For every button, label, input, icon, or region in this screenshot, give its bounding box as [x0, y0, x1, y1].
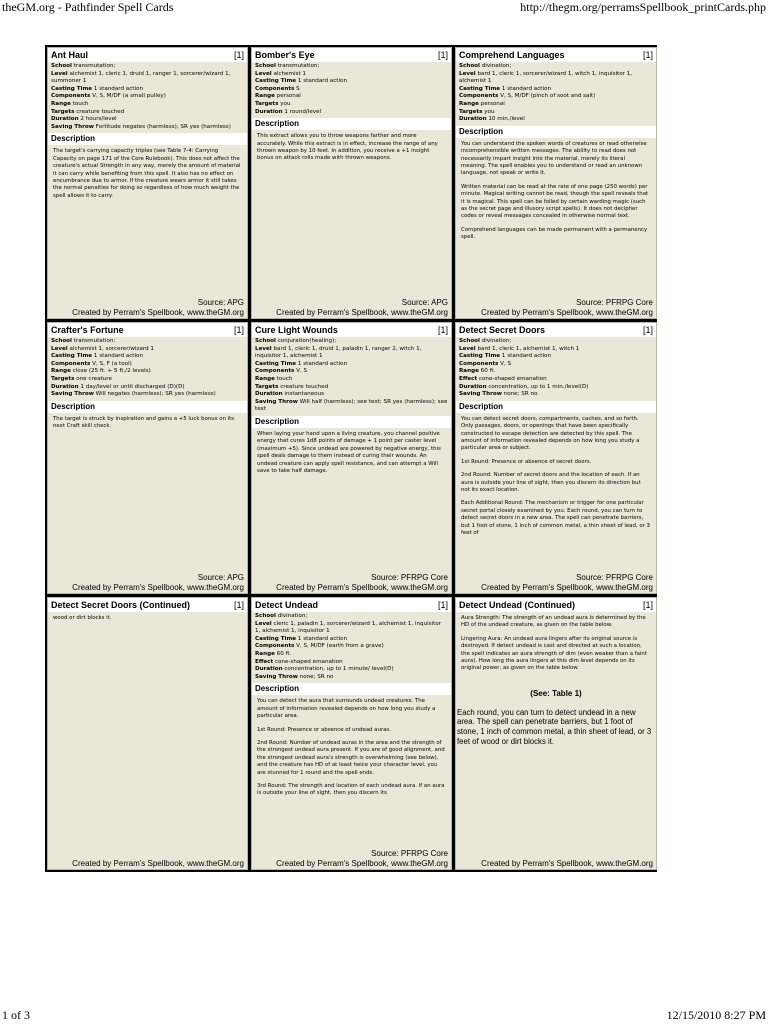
stat-key: Components	[459, 360, 499, 367]
description-paragraph: 2nd Round: Number of undead auras in the area and the strength of the strongest undead aura present. If you are of good alignment, and the strongest undead aura's strength is overwhelming (see below), and the creature has HD of at least twice your character level, you are stunned for 1 round and the spell ends.	[257, 739, 445, 776]
stat-key: Targets	[255, 383, 279, 390]
card-credit: Created by Perram's Spellbook, www.theGM.org	[276, 583, 448, 592]
stat-value: S	[296, 85, 300, 92]
stat-value: concentration, up to 1 min./level(D)	[488, 383, 589, 390]
spell-card	[455, 47, 657, 319]
card-source: Source: PFRPG Core	[371, 573, 448, 582]
stat-key: Casting Time	[255, 78, 297, 85]
stat-value: touch	[72, 100, 89, 107]
card-credit: Created by Perram's Spellbook, www.theGM.org	[276, 308, 448, 317]
description-paragraph: The target's carrying capacity triples (see Table 7-4: Carrying Capacity on page 171 of the Core Rulebook). This does not affect the creature's actual Strength in any way, merely the amount of material it can carry while benefiting from this spell. It also has no effect on encumbrance due to armor. If the creature wears armor it still takes the normal penalties for doing so regardless of how much weight the spell allows it to carry.	[53, 148, 241, 199]
stat-value: V, S, F (a tool)	[92, 360, 132, 367]
card-credit: Created by Perram's Spellbook, www.theGM.org	[72, 859, 244, 868]
card-stats	[252, 337, 451, 414]
stat-line	[51, 116, 244, 124]
stat-key: Casting Time	[255, 635, 297, 642]
stat-key: Duration	[459, 116, 487, 123]
stat-line	[255, 361, 448, 369]
description-label: Description	[252, 416, 451, 428]
card-description	[456, 413, 656, 538]
card-description	[252, 428, 451, 475]
card-credit: Created by Perram's Spellbook, www.theGM.org	[481, 583, 653, 592]
card-description	[48, 413, 247, 431]
stat-line	[459, 109, 653, 117]
card-level-tag: [1]	[233, 325, 244, 335]
stat-value: 1 day/level or until discharged (D)(D)	[80, 383, 185, 390]
stat-line	[51, 384, 244, 392]
stat-line	[255, 86, 448, 94]
stat-key: Duration	[51, 383, 79, 390]
description-label: Description	[252, 118, 451, 130]
card-level-tag: [1]	[642, 325, 653, 335]
stat-line	[255, 399, 448, 414]
stat-line	[255, 346, 448, 361]
card-header	[252, 323, 451, 337]
stat-key: Components	[51, 360, 91, 367]
stat-key: Duration	[255, 108, 283, 115]
stat-key: School	[51, 338, 72, 344]
stat-value: close (25 ft. + 5 ft./2 levels)	[72, 368, 151, 375]
card-description	[48, 145, 247, 200]
card-credit: Created by Perram's Spellbook, www.theGM.org	[72, 583, 244, 592]
description-paragraph: When laying your hand upon a living creature, you channel positive energy that cures 1d8 points of damage + 1 point per caster level (maximum +5). Since undead are powered by negative energy, this spell deals damage to them instead of curing their wounds. An undead creature can apply spell resistance, and can attempt a Will save to take half damage.	[257, 430, 441, 474]
stat-value: divination;	[481, 338, 512, 344]
stat-value: V, S	[296, 368, 308, 375]
stat-value: personal	[276, 93, 301, 100]
stat-key: Effect	[459, 375, 478, 382]
description-paragraph: Lingering Aura: An undead aura lingers after its original source is destroyed. If detect undead is cast and directed at such a location, the spell indicates an aura strength of dim (even weaker than a faint aura). How long the aura lingers at this dim level depends on its original power, as given on the table below.	[461, 635, 647, 672]
stat-value: transmutation;	[277, 63, 320, 69]
spell-card	[251, 597, 452, 870]
stat-value: 60 ft.	[480, 368, 496, 375]
stat-key: School	[51, 63, 72, 69]
card-header	[252, 598, 451, 612]
page-header-title: theGM.org - Pathfinder Spell Cards	[2, 0, 174, 14]
stat-value: creature touched	[76, 108, 125, 115]
stat-key: Targets	[459, 108, 483, 115]
stat-line	[51, 353, 244, 361]
stat-line	[255, 651, 448, 659]
card-source: Source: PFRPG Core	[576, 298, 653, 307]
stat-key: Range	[255, 375, 275, 382]
stat-line	[51, 109, 244, 117]
stat-value: instantaneous	[284, 391, 325, 398]
description-paragraph: You can detect secret doors, compartments, caches, and so forth. Only passages, doors, or openings that have been specifically constructed to escape detection are detected by this spell. The amount of information revealed depends on how long you study a particular area or subject.	[461, 415, 640, 452]
stat-key: Range	[51, 100, 71, 107]
stat-line	[255, 636, 448, 644]
stat-key: Casting Time	[255, 360, 297, 367]
stat-value: personal	[480, 100, 505, 107]
stat-key: Casting Time	[51, 85, 93, 92]
stat-key: Components	[255, 368, 295, 375]
stat-key: Components	[459, 93, 499, 100]
stat-key: School	[459, 63, 480, 69]
stat-value: conjuration(healing);	[277, 338, 337, 344]
table-reference: (See: Table 1)	[530, 688, 582, 698]
stat-value: bard 1, cleric 1, alchemist 1, witch 1	[477, 345, 580, 352]
stat-value: Will negates (harmless); SR yes (harmless)	[95, 391, 216, 398]
stat-line	[459, 361, 653, 369]
card-header	[456, 598, 656, 612]
stat-key: Casting Time	[459, 353, 501, 360]
card-title: Cure Light Wounds	[255, 325, 338, 335]
stat-value: V, S, M/DF (earth from a grave)	[296, 643, 384, 650]
stat-line	[255, 338, 448, 346]
stat-key: Level	[459, 70, 476, 77]
stat-line	[51, 93, 244, 101]
stat-value: alchemist 1	[273, 70, 306, 77]
stat-line	[459, 338, 653, 346]
stat-key: Range	[459, 100, 479, 107]
card-title: Detect Undead	[255, 600, 319, 610]
card-stats	[252, 612, 451, 681]
card-stats	[252, 62, 451, 116]
stat-value: alchemist 1, cleric 1, druid 1, ranger 1, sorcerer/wizard 1, summoner 1	[51, 70, 231, 85]
stat-key: Saving Throw	[255, 673, 298, 680]
stat-line	[51, 391, 244, 399]
stat-line	[255, 71, 448, 79]
card-source: Source: APG	[197, 298, 244, 307]
stat-key: Saving Throw	[51, 391, 94, 398]
spell-card	[455, 597, 657, 870]
page-header-url[interactable]: http://thegm.org/perramsSpellbook_printCards.php	[520, 0, 766, 14]
stat-key: Level	[255, 70, 272, 77]
stat-value: touch	[276, 375, 293, 382]
card-description	[252, 130, 451, 163]
description-label: Description	[456, 401, 656, 413]
card-level-tag: [1]	[437, 600, 448, 610]
stat-key: Casting Time	[459, 85, 501, 92]
description-paragraph: Aura Strength: The strength of an undead aura is determined by the HD of the undead creature, as given on the table below.	[461, 615, 646, 629]
card-source: Source: PFRPG Core	[576, 573, 653, 582]
stat-line	[459, 384, 653, 392]
stat-key: Level	[255, 620, 272, 627]
card-stats	[456, 62, 656, 124]
stat-value: V, S	[500, 360, 512, 367]
spell-card	[251, 322, 452, 594]
stat-key: Duration	[255, 666, 283, 673]
card-credit: Created by Perram's Spellbook, www.theGM.org	[72, 308, 244, 317]
description-paragraph: 1st Round: Presence or absence of undead auras.	[257, 726, 391, 733]
description-paragraph: This extract allows you to throw weapons farther and more accurately. While this extract is in effect, increase the range of any thrown weapon by 10 feet. In addition, you receive a +1 insight bonus on attack rolls made with thrown weapons.	[257, 133, 438, 162]
stat-value: you	[280, 100, 291, 107]
stat-value: alchemist 1, sorcerer/wizard 1	[69, 345, 154, 352]
card-level-tag: [1]	[437, 50, 448, 60]
card-title: Crafter's Fortune	[51, 325, 124, 335]
card-level-tag: [1]	[642, 600, 653, 610]
stat-value: cone-shaped emanation	[478, 375, 547, 382]
stat-key: Saving Throw	[459, 391, 502, 398]
stat-line	[255, 643, 448, 651]
card-title: Comprehend Languages	[459, 50, 565, 60]
stat-value: 1 standard action	[297, 360, 348, 367]
card-credit: Created by Perram's Spellbook, www.theGM.org	[481, 859, 653, 868]
description-paragraph: Each Additional Round: The mechanism or trigger for one particular secret portal closely examined by you. Each round, you can turn to detect secret doors in a new area. The spell can penetrate barriers, but 1 foot of stone, 1 inch of common metal, a thin sheet of lead, or 3 feet of	[461, 500, 650, 537]
stat-value: creature touched	[280, 383, 329, 390]
page-number: 1 of 3	[2, 1008, 30, 1022]
stat-value: V, S, M/DF (pinch of soot and salt)	[500, 93, 596, 100]
spell-card	[455, 322, 657, 594]
description-paragraph: You can detect the aura that surrounds undead creatures. The amount of information revealed depends on how long you study a particular area.	[257, 698, 436, 720]
stat-key: Range	[255, 93, 275, 100]
stat-key: Components	[51, 93, 91, 100]
stat-line	[51, 361, 244, 369]
stat-value: 1 standard action	[93, 353, 144, 360]
stat-value: divination;	[481, 63, 512, 69]
stat-value: 1 standard action	[501, 85, 552, 92]
stat-key: Level	[51, 70, 68, 77]
stat-value: Will half (harmless); see text; SR yes (harmless); see text	[255, 398, 448, 413]
stat-line	[51, 71, 244, 86]
stat-key: School	[459, 338, 480, 344]
description-paragraph: 1st Round: Presence or absence of secret doors.	[461, 458, 592, 465]
stat-line	[459, 63, 653, 71]
card-level-tag: [1]	[437, 325, 448, 335]
stat-key: Range	[255, 650, 275, 657]
stat-value: bard 1, cleric 1, sorcerer/wizard 1, witch 1, inquisitor 1, alchemist 1	[459, 70, 633, 85]
card-description	[456, 138, 656, 242]
description-label: Description	[252, 683, 451, 695]
card-description	[456, 612, 656, 746]
stat-line	[255, 674, 448, 682]
stat-value: 1 round/level	[284, 108, 322, 115]
stat-value: transmutation;	[73, 338, 116, 344]
stat-line	[51, 63, 244, 71]
stat-line	[255, 93, 448, 101]
stat-line	[459, 353, 653, 361]
stat-value: one creature	[76, 375, 112, 382]
stat-line	[255, 78, 448, 86]
stat-line	[255, 666, 448, 674]
card-source: Source: PFRPG Core	[371, 849, 448, 858]
card-header	[252, 48, 451, 62]
stat-line	[255, 659, 448, 667]
stat-key: Level	[255, 345, 272, 352]
stat-line	[459, 116, 653, 124]
card-source: Source: APG	[401, 298, 448, 307]
stat-key: Saving Throw	[51, 123, 94, 130]
stat-line	[255, 368, 448, 376]
stat-value: V, S, M/DF (a small pulley)	[92, 93, 166, 100]
stat-line	[51, 346, 244, 354]
description-paragraph: 3rd Round: The strength and location of each undead aura. If an aura is outside your line of sight, then you discern its	[257, 783, 445, 797]
stat-line	[255, 63, 448, 71]
card-stats	[48, 337, 247, 399]
stat-line	[255, 376, 448, 384]
card-title: Bomber's Eye	[255, 50, 315, 60]
card-title: Ant Haul	[51, 50, 88, 60]
stat-key: Effect	[255, 658, 274, 665]
stat-value: divination;	[277, 613, 308, 619]
stat-key: School	[255, 63, 276, 69]
description-paragraph-large: Each round, you can turn to detect undead in a new area. The spell can penetrate barriers, but 1 foot of stone, 1 inch of common metal, a thin sheet of lead, or 3 feet of wood or dirt blocks it.	[457, 707, 652, 746]
stat-line	[459, 376, 653, 384]
stat-value: 60 ft.	[276, 650, 292, 657]
stat-key: Range	[459, 368, 479, 375]
card-level-tag: [1]	[233, 600, 244, 610]
stat-key: School	[255, 338, 276, 344]
spell-card	[47, 47, 248, 319]
stat-value: cleric 1, paladin 1, sorcerer/wizard 1, alchemist 1, inquisitor 1, alchemist 1, inquisitor 1	[255, 620, 442, 635]
stat-key: Targets	[255, 100, 279, 107]
stat-key: Targets	[51, 375, 75, 382]
spell-card	[47, 597, 248, 870]
stat-line	[459, 391, 653, 399]
stat-value: 2 hours/level	[80, 116, 117, 123]
card-header	[456, 323, 656, 337]
description-paragraph: 2nd Round: Number of secret doors and the location of each. If an aura is outside your line of sight, then you discern its direction but not its exact location.	[461, 472, 641, 493]
description-paragraph: You can understand the spoken words of creatures or read otherwise incomprehensible written messages. The ability to read does not necessarily impart insight into the material, merely its literal meaning. The spell enables you to understand or read an unknown language, not speak or write it.	[461, 140, 647, 177]
description-paragraph: Written material can be read at the rate of one page (250 words) per minute. Magical writing cannot be read, though the spell reveals that it is magical. This spell can be foiled by certain warding magic (such as the secret page and illusory script spells). It does not decipher codes or reveal messages concealed in otherwise normal text.	[461, 183, 649, 220]
stat-value: none; SR no	[503, 391, 538, 398]
stat-value: 1 standard action	[93, 85, 144, 92]
card-stats	[456, 337, 656, 399]
spell-card	[47, 322, 248, 594]
description-paragraph: The target is struck by inspiration and gains a +5 luck bonus on its next Craft skill check.	[53, 415, 235, 430]
stat-line	[459, 368, 653, 376]
stat-key: Range	[51, 368, 71, 375]
card-title: Detect Secret Doors	[459, 325, 546, 335]
stat-line	[459, 71, 653, 86]
description-paragraph: wood or dirt blocks it.	[53, 615, 112, 621]
stat-line	[459, 86, 653, 94]
stat-line	[51, 86, 244, 94]
spell-card-sheet	[45, 45, 657, 872]
stat-key: School	[255, 613, 276, 619]
stat-line	[51, 101, 244, 109]
card-level-tag: [1]	[642, 50, 653, 60]
stat-key: Level	[459, 345, 476, 352]
card-title: Detect Undead (Continued)	[459, 600, 575, 610]
stat-value: cone-shaped emanation	[274, 658, 343, 665]
stat-value: 10 min./level	[488, 116, 525, 123]
card-level-tag: [1]	[233, 50, 244, 60]
stat-value: you	[484, 108, 495, 115]
card-stats	[48, 62, 247, 131]
stat-value: concentration, up to 1 minute/ level(D)	[284, 666, 394, 673]
spell-card	[251, 47, 452, 319]
print-timestamp: 12/15/2010 8:27 PM	[666, 1008, 766, 1022]
stat-line	[51, 338, 244, 346]
description-label: Description	[456, 126, 656, 138]
stat-value: 1 standard action	[297, 78, 348, 85]
description-label: Description	[48, 133, 247, 145]
stat-line	[51, 368, 244, 376]
card-description	[252, 695, 451, 797]
card-credit: Created by Perram's Spellbook, www.theGM.org	[276, 859, 448, 868]
card-header	[456, 48, 656, 62]
stat-key: Duration	[51, 116, 79, 123]
stat-key: Targets	[51, 108, 75, 115]
stat-line	[459, 101, 653, 109]
stat-key: Components	[255, 85, 295, 92]
stat-key: Saving Throw	[255, 398, 298, 405]
stat-key: Components	[255, 643, 295, 650]
stat-value: 1 standard action	[297, 635, 348, 642]
stat-value: 1 standard action	[501, 353, 552, 360]
card-source: Source: APG	[197, 573, 244, 582]
card-header	[48, 323, 247, 337]
description-label: Description	[48, 401, 247, 413]
card-header	[48, 48, 247, 62]
description-paragraph: Comprehend languages can be made permanent with a permanency spell.	[461, 226, 648, 241]
card-credit: Created by Perram's Spellbook, www.theGM.org	[481, 308, 653, 317]
stat-key: Duration	[255, 391, 283, 398]
stat-line	[255, 621, 448, 636]
stat-value: bard 1, cleric 1, druid 1, paladin 1, ranger 2, witch 1, inquisitor 1, alchemist 1	[255, 345, 422, 360]
card-header	[48, 598, 247, 612]
stat-line	[255, 391, 448, 399]
card-description	[48, 612, 247, 622]
stat-line	[255, 109, 448, 117]
stat-value: none; SR no	[299, 673, 334, 680]
stat-line	[255, 101, 448, 109]
stat-value: Fortitude negates (harmless); SR yes (harmless)	[95, 123, 231, 130]
stat-line	[51, 124, 244, 132]
stat-key: Level	[51, 345, 68, 352]
stat-key: Casting Time	[51, 353, 93, 360]
card-title: Detect Secret Doors (Continued)	[51, 600, 191, 610]
stat-key: Duration	[459, 383, 487, 390]
stat-line	[459, 346, 653, 354]
stat-line	[255, 613, 448, 621]
stat-value: transmutation;	[73, 63, 116, 69]
stat-line	[51, 376, 244, 384]
stat-line	[255, 384, 448, 392]
stat-line	[459, 93, 653, 101]
